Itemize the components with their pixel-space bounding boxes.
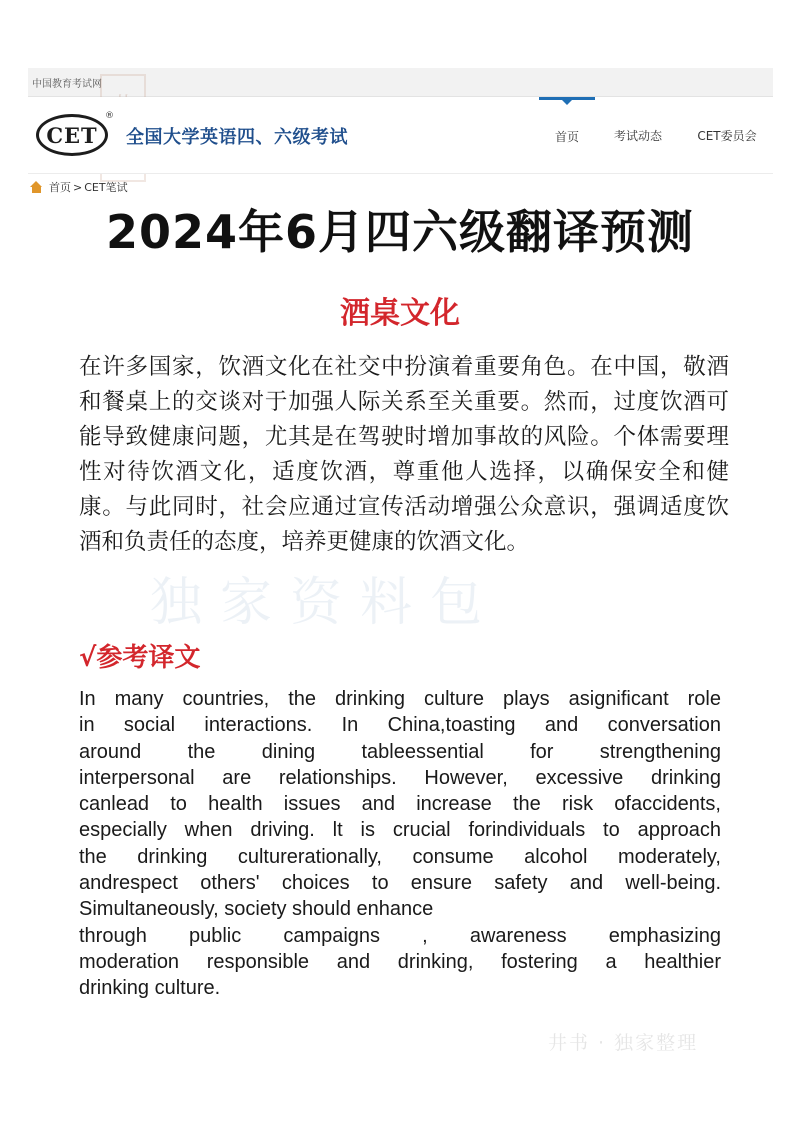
registered-mark: ® — [105, 111, 114, 121]
nav-item-label: 考试动态 — [613, 128, 662, 143]
nav-item-label: 首页 — [554, 130, 579, 144]
nav-item-exam-news[interactable] — [595, 97, 681, 173]
nav-item-label: CET委员会 — [697, 128, 757, 143]
top-strip-label[interactable]: 中国教育考试网 — [32, 79, 102, 90]
translation-line: the drinking culturerationally, consume alcohol moderately, — [79, 845, 721, 868]
site-title[interactable]: 全国大学英语四、六级考试 — [126, 127, 348, 148]
main-nav — [539, 97, 773, 173]
home-icon[interactable] — [30, 181, 43, 193]
nav-item-cet-committee[interactable] — [681, 97, 773, 173]
breadcrumb — [30, 179, 128, 195]
chinese-passage: 在许多国家，饮酒文化在社交中扮演着重要角色。在中国，敬酒和餐桌上的交谈对于加强人际关系至关重要。然而，过度饮酒可能导致健康问题，尤其是在驾驶时增加事故的风险。个体需要理性对待饮酒文化，适度饮酒，尊重他人选择，以确保安全和健康。与此同时，社会应通过宣传活动增强公众意识，强调适度饮酒和负责任的态度，培养更健康的饮酒文化。 — [79, 354, 729, 555]
translation-line: drinking culture. — [79, 977, 221, 1000]
translation-line: around the dining tableessential for strengthening — [79, 740, 721, 763]
breadcrumb-current[interactable]: CET笔试 — [84, 181, 128, 194]
translation-line: in social interactions. In China,toasting and conversation — [79, 714, 721, 737]
nav-item-home[interactable] — [539, 97, 595, 173]
translation-line: canlead to health issues and increase the risk ofaccidents, — [79, 793, 721, 816]
translation-line: interpersonal are relationships. However, excessive drinking — [79, 766, 721, 789]
page-title: 2024年6月四六级翻译预测 — [105, 205, 695, 259]
reference-translation-heading: √参考译文 — [79, 643, 201, 673]
cet-logo[interactable] — [36, 114, 108, 156]
translation-line: andrespect others' choices to ensure safety and well-being. — [79, 872, 721, 895]
translation-line: Simultaneously, society should enhance — [79, 898, 434, 921]
breadcrumb-separator: > — [73, 180, 83, 194]
active-caret-icon — [562, 100, 572, 105]
logo-text: CET — [46, 122, 98, 148]
site-header — [28, 97, 773, 174]
translation-line: especially when driving. lt is crucial forindividuals to approach — [79, 819, 721, 842]
watermark-text: 独家资料包 — [150, 573, 501, 633]
translation-line: moderation responsible and drinking, fostering a healthier — [79, 950, 721, 973]
footer-watermark: 井书 · 独家整理 — [548, 1032, 699, 1054]
translation-line: through public campaigns , awareness emphasizing — [79, 924, 721, 947]
page-subtitle: 酒桌文化 — [340, 296, 460, 331]
breadcrumb-home[interactable]: 首页 — [49, 181, 71, 194]
translation-line: In many countries, the drinking culture plays asignificant role — [79, 688, 721, 710]
english-translation — [79, 686, 721, 1002]
